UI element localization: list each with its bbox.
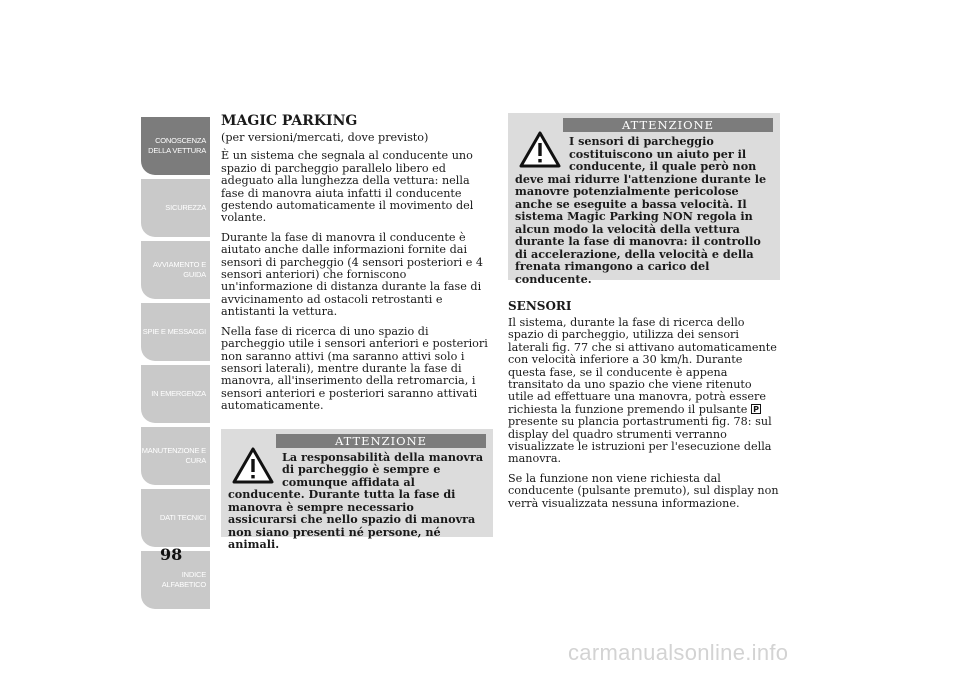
tab-label: CONOSCENZA DELLA VETTURA [148,136,206,155]
tab-label: DATI TECNICI [159,513,206,522]
warning-triangle-icon [519,130,561,168]
parking-button-icon [751,404,761,414]
warning-box [221,429,493,552]
left-column [221,113,493,552]
page-number: 98 [160,545,183,564]
paragraph [508,317,780,466]
warning-header: ATTENZIONE [276,434,486,448]
warning-text: La responsabilità della manovra di parcheggio è sempre e comunque affidata al conducente. Durante tutta la fase di manovra è sempre necessario assicurarsi che nello spazio di manovra non siano presenti né persone, né animali. [228,449,484,552]
tab-in-emergenza[interactable] [141,365,210,423]
right-column [508,113,780,517]
paragraph: Nella fase di ricerca di uno spazio di parcheggio utile i sensori anteriori e posteriori non saranno attivi (ma saranno attivi solo i sensori laterali), mentre durante la fase di manovra, all'inserimento della retromarcia, i sensori anteriori e posteriori saranno attivati automaticamente. [221,324,488,413]
subsection-title: SENSORI [508,299,572,313]
warning-text: I sensori di parcheggio costituiscono un aiuto per il conducente, il quale però non deve mai ridurre l'attenzione durante le manovre potenzialmente pericolose anche se eseguite a bassa velocità. Il sistema Magic Parking NON regola in alcun modo la velocità della vettura durante la fase di manovra: il controllo di accelerazione, della velocità e della frenata rimangono a carico del conducente. [515,134,767,286]
tab-manutenzione-cura[interactable] [141,427,210,485]
tab-conoscenza-vettura[interactable] [141,117,210,175]
tab-dati-tecnici[interactable] [141,489,210,547]
paragraph: Se la funzione non viene richiesta dal conducente (pulsante premuto), sul display non verrà visualizzata nessuna informazione. [508,471,779,510]
tab-label: SPIE E MESSAGGI [142,327,206,336]
tab-spie-messaggi[interactable] [141,303,210,361]
tab-label: INDICE ALFABETICO [161,570,206,589]
paragraph-part: Il sistema, durante la fase di ricerca dello spazio di parcheggio, utilizza dei sensori laterali fig. 77 che si attivano automaticamente con velocità inferiore a 30 km/h. Durante questa fase, se il conducente è appena transitato da uno spazio che viene ritenuto utile ad effettuare una manovra, potrà essere richiesta la funzione premendo il pulsante [508,316,777,416]
watermark: carmanualsonline.info [568,640,789,665]
warning-triangle-icon [232,446,274,484]
chapter-sidebar [141,117,210,613]
tab-avviamento-guida[interactable] [141,241,210,299]
tab-sicurezza[interactable] [141,179,210,237]
paragraph: Durante la fase di manovra il conducente è aiutato anche dalle informazioni fornite dai sensori di parcheggio (4 sensori posteriori e 4 sensori anteriori) che forniscono un'informazione di distanza durante la fase di avvicinamento ad ostacoli retrostanti e antistanti la vettura. [221,230,484,319]
section-title: MAGIC PARKING [221,113,358,129]
tab-label: AVVIAMENTO E GUIDA [152,260,206,279]
tab-label: MANUTENZIONE E CURA [141,446,206,465]
paragraph: È un sistema che segnala al conducente uno spazio di parcheggio parallelo libero ed adeguato alla lunghezza della vettura: nella fase di manovra aiuta infatti il conducente gestendo automaticamente il movimento del volante. [221,149,474,225]
section-subtitle: (per versioni/mercati, dove previsto) [221,131,429,144]
tab-label: IN EMERGENZA [151,389,206,398]
svg-text:P: P [753,404,759,414]
tab-label: SICUREZZA [165,203,206,212]
warning-box [508,113,780,286]
paragraph-part: presente su plancia portastrumenti fig. 78: sul display del quadro strumenti verranno visualizzate le istruzioni per l'esecuzione della manovra. [508,415,772,466]
warning-header: ATTENZIONE [563,118,773,132]
